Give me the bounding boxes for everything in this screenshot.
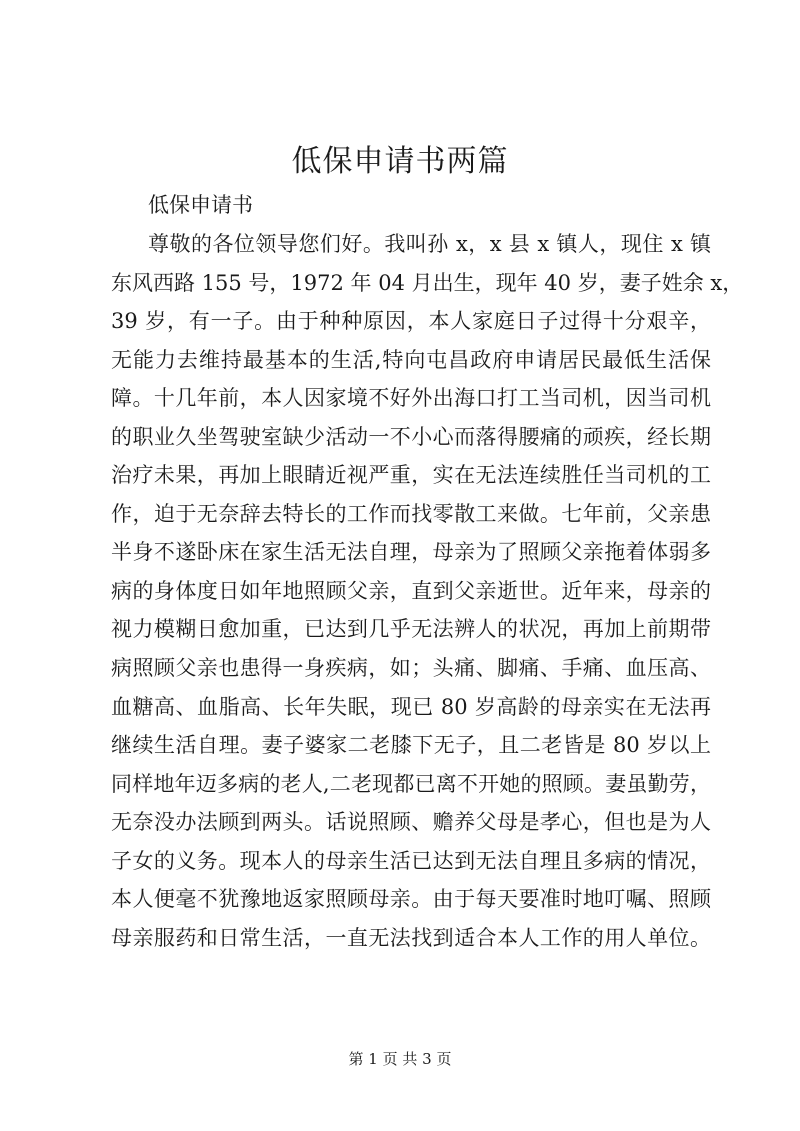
body-line: 的职业久坐驾驶室缺少活动一不小心而落得腰痛的顽疾，经长期 xyxy=(111,424,711,449)
body-line: 血糖高、血脂高、长年失眠，现已 80 岁高龄的母亲实在无法再 xyxy=(111,694,711,719)
body-line: 同样地年迈多病的老人,二老现都已离不开她的照顾。妻虽勤劳， xyxy=(111,771,711,796)
body-line: 子女的义务。现本人的母亲生活已达到无法自理且多病的情况， xyxy=(111,848,711,873)
body-line: 视力模糊日愈加重，已达到几乎无法辨人的状况，再加上前期带 xyxy=(111,617,711,642)
body-line: 无能力去维持最基本的生活,特向屯昌政府申请居民最低生活保 xyxy=(111,347,711,372)
body-line: 东风西路 155 号，1972 年 04 月出生，现年 40 岁，妻子姓余 x， xyxy=(111,270,744,295)
page-title: 低保申请书两篇 xyxy=(291,144,509,179)
body-line: 病的身体度日如年地照顾父亲，直到父亲逝世。近年来，母亲的 xyxy=(111,578,711,603)
section-subtitle: 低保申请书 xyxy=(148,193,253,217)
body-line: 作，迫于无奈辞去特长的工作而找零散工来做。七年前，父亲患 xyxy=(111,501,711,526)
body-line: 母亲服药和日常生活，一直无法找到适合本人工作的用人单位。 xyxy=(111,925,711,950)
body-line: 病照顾父亲也患得一身疾病，如；头痛、脚痛、手痛、血压高、 xyxy=(111,656,711,681)
body-line: 无奈没办法顾到两头。话说照顾、赡养父母是孝心，但也是为人 xyxy=(111,810,711,835)
body-text xyxy=(111,225,744,957)
body-line: 治疗未果，再加上眼睛近视严重，实在无法连续胜任当司机的工 xyxy=(111,463,711,488)
body-line: 继续生活自理。妻子婆家二老膝下无子，且二老皆是 80 岁以上 xyxy=(111,733,711,758)
page-footer: 第 1 页 共 3 页 xyxy=(348,1050,452,1068)
body-line: 半身不遂卧床在家生活无法自理，母亲为了照顾父亲拖着体弱多 xyxy=(111,540,711,565)
body-line: 本人便毫不犹豫地返家照顾母亲。由于每天要准时地叮嘱、照顾 xyxy=(111,887,711,912)
body-line: 39 岁，有一子。由于种种原因，本人家庭日子过得十分艰辛， xyxy=(111,309,711,334)
body-line: 障。十几年前，本人因家境不好外出海口打工当司机，因当司机 xyxy=(111,386,711,411)
body-line: 尊敬的各位领导您们好。我叫孙 x，x 县 x 镇人，现住 x 镇 xyxy=(148,232,711,256)
